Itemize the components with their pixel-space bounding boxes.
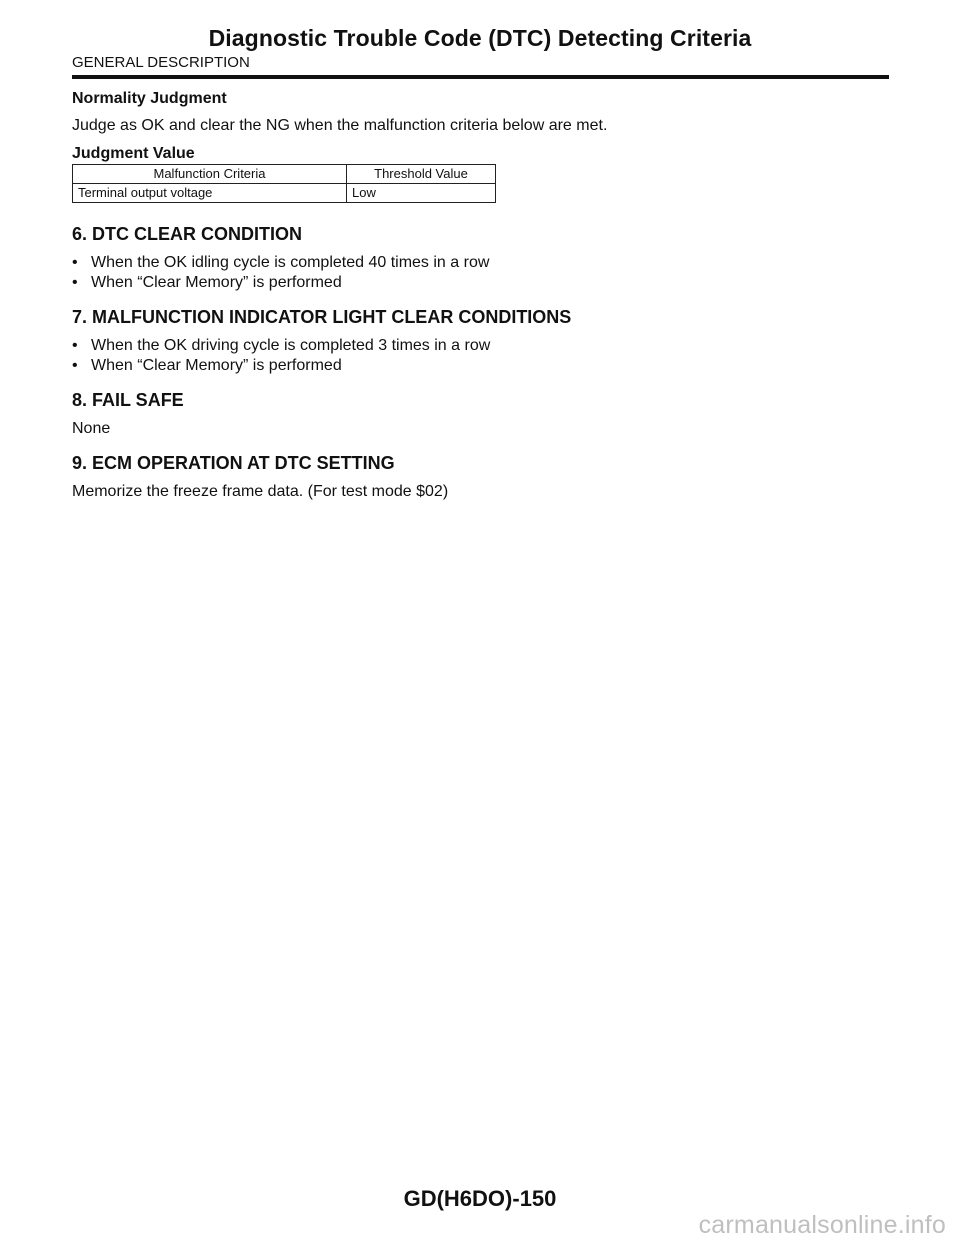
bullet-icon: • (72, 254, 78, 271)
list-item-text: When “Clear Memory” is performed (91, 274, 342, 291)
mil-clear-conditions-list (72, 336, 889, 376)
bullet-icon: • (72, 274, 78, 291)
section-label: GENERAL DESCRIPTION (72, 54, 250, 71)
list-item (72, 253, 889, 273)
list-item (72, 356, 889, 376)
normality-judgment-heading: Normality Judgment (72, 90, 227, 107)
table-header-row (73, 165, 496, 184)
ecm-operation-text: Memorize the freeze frame data. (For test mode $02) (72, 483, 449, 500)
judgment-value-table (72, 164, 496, 203)
normality-judgment-text: Judge as OK and clear the NG when the malfunction criteria below are met. (72, 117, 608, 134)
bullet-icon: • (72, 337, 78, 354)
list-item (72, 336, 889, 356)
table-cell-threshold: Low (347, 184, 496, 203)
column-header-threshold-value: Threshold Value (347, 165, 496, 184)
judgment-value-heading: Judgment Value (72, 145, 195, 162)
section-heading-ecm-operation: 9. ECM OPERATION AT DTC SETTING (72, 453, 395, 473)
list-item (72, 273, 889, 293)
section-heading-fail-safe: 8. FAIL SAFE (72, 390, 184, 410)
list-item-text: When the OK idling cycle is completed 40 times in a row (91, 254, 490, 271)
section-heading-dtc-clear-condition: 6. DTC CLEAR CONDITION (72, 224, 303, 244)
table-row (73, 184, 496, 203)
page-number: GD(H6DO)-150 (403, 1186, 557, 1211)
list-item-text: When “Clear Memory” is performed (91, 357, 342, 374)
page-title: Diagnostic Trouble Code (DTC) Detecting Criteria (208, 25, 752, 51)
table-cell-criteria: Terminal output voltage (73, 184, 347, 203)
list-item-text: When the OK driving cycle is completed 3 times in a row (91, 337, 491, 354)
section-heading-mil-clear-conditions: 7. MALFUNCTION INDICATOR LIGHT CLEAR CONDITIONS (72, 307, 572, 327)
fail-safe-text: None (72, 420, 111, 437)
watermark-text: carmanualsonline.info (698, 1211, 946, 1239)
document-body (72, 89, 889, 502)
bullet-icon: • (72, 357, 78, 374)
dtc-clear-condition-list (72, 253, 889, 293)
header-divider (72, 75, 889, 79)
column-header-malfunction-criteria: Malfunction Criteria (73, 165, 347, 184)
